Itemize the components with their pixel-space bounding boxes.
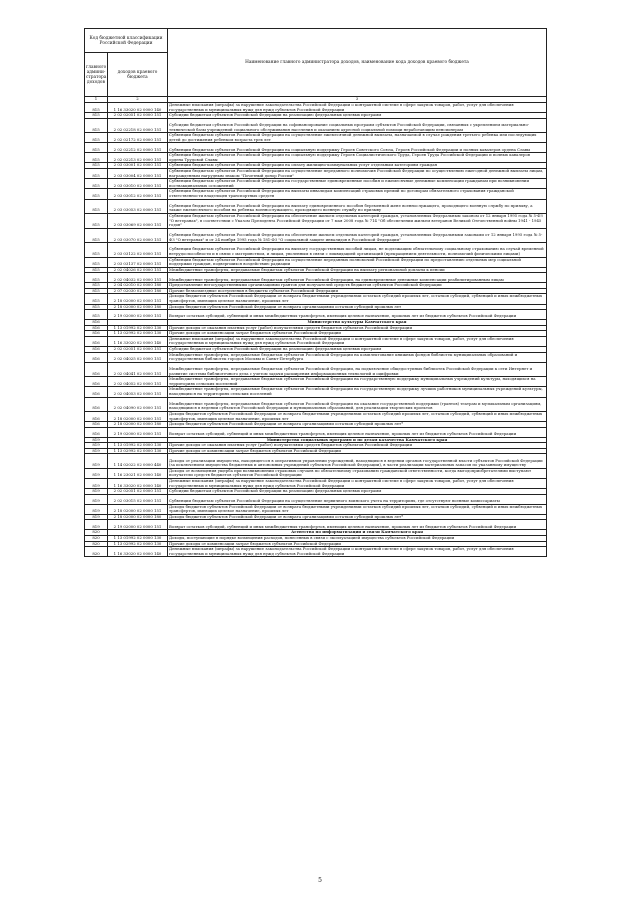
table-row [85, 257, 547, 267]
administrator-code-cell: 815 [85, 143, 108, 153]
revenue-name-cell: Доходы бюджетов субъектов Российской Федерации от возврата организациями остатков субсидий прошлых лет* [168, 422, 547, 428]
table-row [85, 362, 547, 376]
administrator-code-cell: 820 [85, 530, 108, 536]
revenue-name-cell: Межбюджетные трансферты, передаваемые бюджетам субъектов Российской Федерации на государственную поддержку лучших работников муниципальных учреждений культуры, находящихся на территориях сельских поселений [168, 387, 547, 397]
budget-classification-table [84, 28, 547, 557]
administrator-code-cell: 819 [85, 454, 108, 468]
revenue-code-cell: 2 19 02000 02 0000 151 [108, 427, 168, 437]
section-title: Министерство культуры Камчатского края [168, 320, 547, 326]
administrator-code-cell: 816 [85, 362, 108, 376]
administrator-code-cell: 819 [85, 468, 108, 478]
revenue-name-cell: Субвенции бюджетам субъектов Российской Федерации на обеспечение жильем отдельных категорий граждан, установленных Федеральным законом от 12 января 1995 года № 5-ФЗ "О ветеранах", в соответствии с Указом Президента Российской Федерации от 7 мая 2008 года № 714 "Об обеспечении жильем ветеранов Великой Отечественной войны 1941 - 1945 годов" [168, 213, 547, 228]
revenue-code-cell: 2 02 04025 02 0000 151 [108, 352, 168, 362]
revenue-code-cell: 2 02 04041 02 0000 151 [108, 362, 168, 376]
administrator-code-cell: 815 [85, 199, 108, 213]
administrator-code-cell: 816 [85, 347, 108, 353]
revenue-code-cell: 2 02 02212 02 0000 151 [108, 143, 168, 153]
revenue-name-cell: Доходы от реализации имущества, находящегося в оперативном управлении учреждений, находящихся в ведении органов государственной власти субъектов Российской Федерации (за исключением имущества бюджетных и автономных учреждений субъектов Российской Федерации), в части реализации материальных запасов по указанному имуществу [168, 454, 547, 468]
revenue-name-cell: Субсидии бюджетам субъектов Российской Федерации на реализацию федеральных целевых программ [168, 347, 547, 353]
revenue-code-cell: 2 18 02000 02 0000 180 [108, 514, 168, 520]
table-row [85, 520, 547, 530]
administrator-code-cell: 815 [85, 113, 108, 119]
revenue-code-cell: 2 03 03004 02 0000 151 [108, 169, 168, 179]
administrator-code-cell: 819 [85, 437, 108, 443]
revenue-name-cell: Межбюджетные трансферты, передаваемые бюджетам субъектов Российской Федерации на комплектование книжных фондов библиотек муниципальных образований и государственных библиотек городов Москвы и Санкт-Петербурга [168, 352, 547, 362]
revenue-name-cell: Денежные взыскания (штрафы) за нарушение законодательства Российской Федерации о контрактной системе в сфере закупок товаров, работ, услуг для обеспечения государственных и муниципальных нужд для нужд субъектов Российской Федерации [168, 547, 547, 557]
column-number: 3 [168, 97, 547, 103]
section-title: Агентство по информатизации и связи Камчатского края [168, 530, 547, 536]
revenue-name-cell: Субвенции бюджетам субъектов Российской Федерации на государственные единовременные пособия и ежемесячные денежные компенсации гражданам при возникновении поствакцинальных осложнений [168, 179, 547, 189]
revenue-code-cell: 2 03 03070 02 0000 151 [108, 228, 168, 242]
administrator-code-cell: 820 [85, 547, 108, 557]
revenue-code-cell: 1 16 33020 02 0000 140 [108, 336, 168, 346]
revenue-code-cell: 2 02 02051 02 0000 151 [108, 489, 168, 495]
table-row [85, 228, 547, 242]
revenue-code-cell: 2 03 03001 02 0000 151 [108, 163, 168, 169]
administrator-code-cell: 816 [85, 331, 108, 337]
revenue-name-cell: Субвенции бюджетам субъектов Российской Федерации на социальную поддержку Героев Советского Союза, Героев Российской Федерации и полных кавалеров ордена Славы [168, 143, 547, 153]
administrator-code-cell: 819 [85, 504, 108, 514]
revenue-name-cell: Субвенции бюджетам субъектов Российской Федерации на осуществление переданного полномочия Российской Федерации по осуществлению ежегодной денежной выплаты лицам, награжденным нагрудным знаком "Почетный донор России" [168, 169, 547, 179]
administrator-code-cell: 815 [85, 169, 108, 179]
revenue-name-cell: Возврат остатков субсидий, субвенций и иных межбюджетных трансфертов, имеющих целевое назначение, прошлых лет из бюджетов субъектов Российской Федерации [168, 520, 547, 530]
administrator-code-cell: 819 [85, 494, 108, 504]
revenue-code-cell: 1 13 02992 02 0000 130 [108, 541, 168, 547]
revenue-code-cell: 2 04 02010 02 0000 180 [108, 283, 168, 289]
administrator-code-cell: 815 [85, 267, 108, 273]
table-row [85, 143, 547, 153]
revenue-name-cell: Субвенции бюджетам субъектов Российской Федерации на выплату единовременного пособия беременной жене военнослужащего, проходящего военную службу по призыву, а также ежемесячного пособия на ребенка военнослужащего, проходящего военную службу по призыву [168, 199, 547, 213]
table-row [85, 468, 547, 478]
revenue-name-cell: Субсидии бюджетам субъектов Российской Федерации на реализацию федеральных целевых программ [168, 489, 547, 495]
revenue-name-cell: Субвенции бюджетам субъектов Российской Федерации на оплату жилищно-коммунальных услуг отдельным категориям граждан [168, 163, 547, 169]
revenue-code-cell: 2 02 02172 02 0000 151 [108, 133, 168, 143]
revenue-code-cell: 2 18 02000 02 0000 180 [108, 304, 168, 310]
revenue-code-cell: 2 18 02000 02 0000 151 [108, 411, 168, 421]
revenue-name-cell: Субвенции бюджетам субъектов Российской Федерации на обеспечение жильем отдельных категорий граждан, установленных Федеральными законами от 12 января 1995 года № 5-ФЗ "О ветеранах" и от 24 ноября 1995 года № 181-ФЗ "О социальной защите инвалидов в Российской Федерации" [168, 228, 547, 242]
administrator-code-cell: 819 [85, 520, 108, 530]
revenue-name-cell: Прочие доходы от компенсации затрат бюджетов субъектов Российской Федерации [168, 448, 547, 454]
table-row [85, 294, 547, 304]
revenue-name-cell: Прочие безвозмездные поступления в бюджеты субъектов Российской Федерации [168, 288, 547, 294]
revenue-name-cell: Субвенции бюджетам субъектов Российской Федерации на социальную поддержку Героев Социалистического Труда, Героев Труда Российской Федерации и полных кавалеров ордена Трудовой Славы [168, 153, 547, 163]
revenue-code-cell: 2 03 03069 02 0000 151 [108, 213, 168, 228]
revenue-code-cell: 2 02 03015 02 0000 151 [108, 494, 168, 504]
table-header [85, 29, 547, 103]
revenue-code-cell: 2 19 02000 02 0000 151 [108, 310, 168, 320]
administrator-code-cell: 815 [85, 133, 108, 143]
administrator-code-cell: 816 [85, 352, 108, 362]
table-row [85, 273, 547, 283]
revenue-name-cell: Доходы, поступающие в порядке возмещения расходов, понесенных в связи с эксплуатацией имущества субъектов Российской Федерации [168, 535, 547, 541]
revenue-name-cell: Денежные взыскания (штрафы) за нарушение законодательства Российской Федерации о контрактной системе в сфере закупок товаров, работ, услуг для обеспечения государственных и муниципальных нужд для нужд субъектов Российской Федерации [168, 103, 547, 113]
revenue-name-cell: Субвенции бюджетам субъектов Российской Федерации на выплаты инвалидам компенсаций страховых премий по договорам обязательного страхования гражданской ответственности владельцев транспортных средств [168, 189, 547, 199]
revenue-code-cell: 1 16 33020 02 0000 140 [108, 479, 168, 489]
revenue-name-cell: Субвенции бюджетам субъектов Российской Федерации на осуществление переданных полномочий Российской Федерации по предоставлению отдельных мер социальной поддержки граждан, подвергшихся воздействию радиации [168, 257, 547, 267]
administrator-code-header: главного админи-стратора доходов [85, 53, 108, 97]
section-title: Министерство социальных программ и по делам казачества Камчатского края [168, 437, 547, 443]
revenue-code-cell: 1 13 01992 02 0000 130 [108, 443, 168, 449]
administrator-code-cell: 816 [85, 320, 108, 326]
administrator-code-cell: 815 [85, 294, 108, 304]
column-number: 1 [85, 97, 108, 103]
table-row [85, 352, 547, 362]
revenue-name-cell: Межбюджетные трансферты, передаваемые бюджетам субъектов Российской Федерации, на подключение общедоступных библиотек Российской Федерации к сети Интернет и развитие системы библиотечного дела с учетом задачи расширения информационных технологий и оцифровки [168, 362, 547, 376]
administrator-code-cell: 815 [85, 103, 108, 113]
administrator-code-cell: 815 [85, 288, 108, 294]
revenue-code-cell: 2 19 02000 02 0000 151 [108, 520, 168, 530]
table-row [85, 494, 547, 504]
administrator-code-cell: 815 [85, 189, 108, 199]
revenue-name-cell: Денежные взыскания (штрафы) за нарушение законодательства Российской Федерации о контрактной системе в сфере закупок товаров, работ, услуг для обеспечения государственных и муниципальных нужд для нужд субъектов Российской Федерации [168, 479, 547, 489]
revenue-name-cell: Субсидии бюджетам субъектов Российской Федерации на реализацию федеральных целевых программ [168, 113, 547, 119]
revenue-code-cell: 2 18 02000 02 0000 151 [108, 294, 168, 304]
administrator-code-cell: 816 [85, 427, 108, 437]
administrator-code-cell: 816 [85, 411, 108, 421]
administrator-code-cell: 815 [85, 153, 108, 163]
administrator-code-cell: 816 [85, 377, 108, 387]
table-row [85, 411, 547, 421]
revenue-code-cell: 1 16 33020 02 0000 140 [108, 547, 168, 557]
table-row [85, 479, 547, 489]
revenue-code-cell: 2 02 02051 02 0000 151 [108, 347, 168, 353]
administrator-code-cell: 815 [85, 213, 108, 228]
table-row [85, 133, 547, 143]
revenue-code-cell: 2 03 03053 02 0000 151 [108, 199, 168, 213]
administrator-code-cell: 815 [85, 283, 108, 289]
revenue-code-header: доходов краевого бюджета [108, 53, 168, 97]
revenue-code-cell: 2 02 02051 02 0000 151 [108, 113, 168, 119]
revenue-code-cell: 1 16 23021 02 0000 140 [108, 468, 168, 478]
revenue-name-cell: Денежные взыскания (штрафы) за нарушение законодательства Российской Федерации о контрактной системе в сфере закупок товаров, работ, услуг для обеспечения государственных и муниципальных нужд для нужд субъектов Российской Федерации [168, 336, 547, 346]
revenue-name-cell: Межбюджетные трансферты, передаваемые бюджетам субъектов Российской Федерации на оказание государственной поддержки (грантов) театрам и музыкальным организациям, находящимся в ведении субъектов Российской Федерации и муниципальных образований, для реализации творческих проектов [168, 397, 547, 411]
revenue-name-cell: Доходы от возмещения ущерба при возникновении страховых случаев по обязательному страхованию гражданской ответственности, когда выгодоприобретателями выступают получатели средств бюджетов субъектов Российской Федерации [168, 468, 547, 478]
revenue-code-cell: 2 03 03010 02 0000 151 [108, 179, 168, 189]
table-row [85, 103, 547, 113]
administrator-code-cell: 819 [85, 479, 108, 489]
revenue-code-cell: 2 02 04053 02 0000 151 [108, 387, 168, 397]
administrator-code-cell: 816 [85, 422, 108, 428]
revenue-name-cell: Доходы бюджетов субъектов Российской Федерации от возврата бюджетными учреждениями остатков субсидий прошлых лет, остатков субсидий, субвенций и иных межбюджетных трансфертов, имеющих целевое назначение, прошлых лет [168, 294, 547, 304]
administrator-code-cell: 815 [85, 304, 108, 310]
revenue-code-cell: 2 03 03012 02 0000 151 [108, 189, 168, 199]
revenue-name-cell: Межбюджетные трансферты, передаваемые бюджетам субъектов Российской Федерации, на единовременные денежные компенсации реабилитированным лицам [168, 273, 547, 283]
administrator-code-cell: 819 [85, 443, 108, 449]
revenue-code-cell: 1 13 02992 02 0000 130 [108, 331, 168, 337]
page-number: 5 [318, 877, 322, 884]
revenue-code-cell: 2 18 02000 02 0000 180 [108, 422, 168, 428]
table-row [85, 310, 547, 320]
revenue-code-cell: 2 18 02000 02 0000 151 [108, 504, 168, 514]
administrator-code-cell: 819 [85, 514, 108, 520]
revenue-name-cell: Возврат остатков субсидий, субвенций и иных межбюджетных трансфертов, имеющих целевое назначение, прошлых лет из бюджетов субъектов Российской Федерации [168, 310, 547, 320]
administrator-code-cell: 819 [85, 489, 108, 495]
administrator-code-cell: 815 [85, 243, 108, 257]
administrator-code-cell: 815 [85, 257, 108, 267]
revenue-name-cell: Доходы бюджетов субъектов Российской Федерации от возврата бюджетными учреждениями остатков субсидий прошлых лет, остатков субсидий, субвенций и иных межбюджетных трансфертов, имеющих целевое назначение, прошлых лет [168, 411, 547, 421]
revenue-name-cell: Прочие доходы от оказания платных услуг (работ) получателями средств бюджетов субъектов Российской Федерации [168, 325, 547, 331]
column-number: 2 [108, 97, 168, 103]
revenue-name-cell: Субвенции бюджетам субъектов Российской Федерации на осуществление ежемесячной денежной выплаты, назначаемой в случае рождения третьего ребенка или последующих детей до достижения ребенком возраста трех лет [168, 133, 547, 143]
revenue-name-cell: Доходы бюджетов субъектов Российской Федерации от возврата организациями остатков субсидий прошлых лет* [168, 514, 547, 520]
revenue-code-cell: 2 03 03122 02 0000 151 [108, 243, 168, 257]
table-row [85, 213, 547, 228]
administrator-code-cell: 816 [85, 387, 108, 397]
administrator-code-cell: 815 [85, 273, 108, 283]
table-row [85, 189, 547, 199]
classification-code-header: Код бюджетной классификации Российской Федерации [85, 29, 168, 53]
table-row [85, 547, 547, 557]
table-row [85, 336, 547, 346]
revenue-code-cell: 1 13 01992 02 0000 130 [108, 325, 168, 331]
revenue-name-cell: Субсидии бюджетам субъектов Российской Федерации на софинансирование социальных программ субъектов Российской Федерации, связанных с укреплением материально-технической базы учреждений социального обслуживания населения и оказанием адресной социальной помощи неработающим пенсионерам [168, 118, 547, 132]
revenue-code-cell: 2 02 04052 02 0000 151 [108, 377, 168, 387]
revenue-code-cell: 2 02 04090 02 0000 151 [108, 397, 168, 411]
revenue-code-cell: 2 02 04032 02 0000 151 [108, 273, 168, 283]
revenue-code-cell: 2 02 02213 02 0000 151 [108, 153, 168, 163]
table-row [85, 454, 547, 468]
revenue-code-cell: 2 03 03137 02 0000 151 [108, 257, 168, 267]
administrator-code-cell: 815 [85, 118, 108, 132]
revenue-name-cell: Межбюджетные трансферты, передаваемые бюджетам субъектов Российской Федерации на выплату региональной доплаты к пенсии [168, 267, 547, 273]
revenue-code-cell: 2 02 02218 02 0000 151 [108, 118, 168, 132]
revenue-code-cell: 1 16 33020 02 0000 140 [108, 103, 168, 113]
revenue-name-cell: Возврат остатков субсидий, субвенций и иных межбюджетных трансфертов, имеющих целевое назначение, прошлых лет из бюджетов субъектов Российской Федерации [168, 427, 547, 437]
table-row [85, 179, 547, 189]
administrator-code-cell: 816 [85, 325, 108, 331]
table-row [85, 243, 547, 257]
administrator-code-cell: 820 [85, 541, 108, 547]
revenue-code-cell: 1 13 01992 02 0000 130 [108, 535, 168, 541]
administrator-code-cell: 815 [85, 179, 108, 189]
revenue-name-cell: Прочие доходы от компенсации затрат бюджетов субъектов Российской Федерации [168, 331, 547, 337]
table-body [85, 103, 547, 557]
revenue-code-cell: 2 02 04026 02 0000 151 [108, 267, 168, 273]
administrator-code-cell: 820 [85, 535, 108, 541]
administrator-code-cell: 815 [85, 163, 108, 169]
administrator-code-cell: 816 [85, 397, 108, 411]
administrator-code-cell: 815 [85, 310, 108, 320]
revenue-code-cell: 1 14 02022 02 0000 440 [108, 454, 168, 468]
name-column-header: Наименование главного администратора доходов, наименование кода доходов краевого бюджета [168, 29, 547, 97]
table-row [85, 169, 547, 179]
table-row [85, 387, 547, 397]
table-row [85, 377, 547, 387]
table-row [85, 199, 547, 213]
revenue-name-cell: Предоставление негосударственными организациями грантов для получателей средств бюджетов субъектов Российской Федерации [168, 283, 547, 289]
table-row [85, 504, 547, 514]
table-row [85, 118, 547, 132]
revenue-name-cell: Доходы бюджетов субъектов Российской Федерации от возврата организациями остатков субсидий прошлых лет [168, 304, 547, 310]
revenue-name-cell: Субвенции бюджетам субъектов Российской Федерации на осуществление первичного воинского учета на территориях, где отсутствуют военные комиссариаты [168, 494, 547, 504]
table-row [85, 397, 547, 411]
table-row [85, 427, 547, 437]
revenue-code-cell: 2 07 02030 02 0000 180 [108, 288, 168, 294]
revenue-name-cell: Прочие доходы от оказания платных услуг (работ) получателями средств бюджетов субъектов Российской Федерации [168, 443, 547, 449]
table-row [85, 153, 547, 163]
revenue-name-cell: Субвенции бюджетам субъектов Российской Федерации на выплату государственных пособий лицам, не подлежащим обязательному социальному страхованию на случай временной нетрудоспособности и в связи с материнством, и лицам, уволенным в связи с ликвидацией организаций (прекращением деятельности, полномочий физическими лицами) [168, 243, 547, 257]
administrator-code-cell: 815 [85, 228, 108, 242]
revenue-code-cell: 1 13 02992 02 0000 130 [108, 448, 168, 454]
revenue-name-cell: Межбюджетные трансферты, передаваемые бюджетам субъектов Российской Федерации на государственную поддержку муниципальных учреждений культуры, находящихся на территориях сельских поселений [168, 377, 547, 387]
revenue-name-cell: Прочие доходы от компенсации затрат бюджетов субъектов Российской Федерации [168, 541, 547, 547]
administrator-code-cell: 816 [85, 336, 108, 346]
revenue-name-cell: Доходы бюджетов субъектов Российской Федерации от возврата бюджетными учреждениями остатков субсидий прошлых лет, остатков субсидий, субвенций и иных межбюджетных трансфертов, имеющих целевое назначение, прошлых лет [168, 504, 547, 514]
administrator-code-cell: 819 [85, 448, 108, 454]
